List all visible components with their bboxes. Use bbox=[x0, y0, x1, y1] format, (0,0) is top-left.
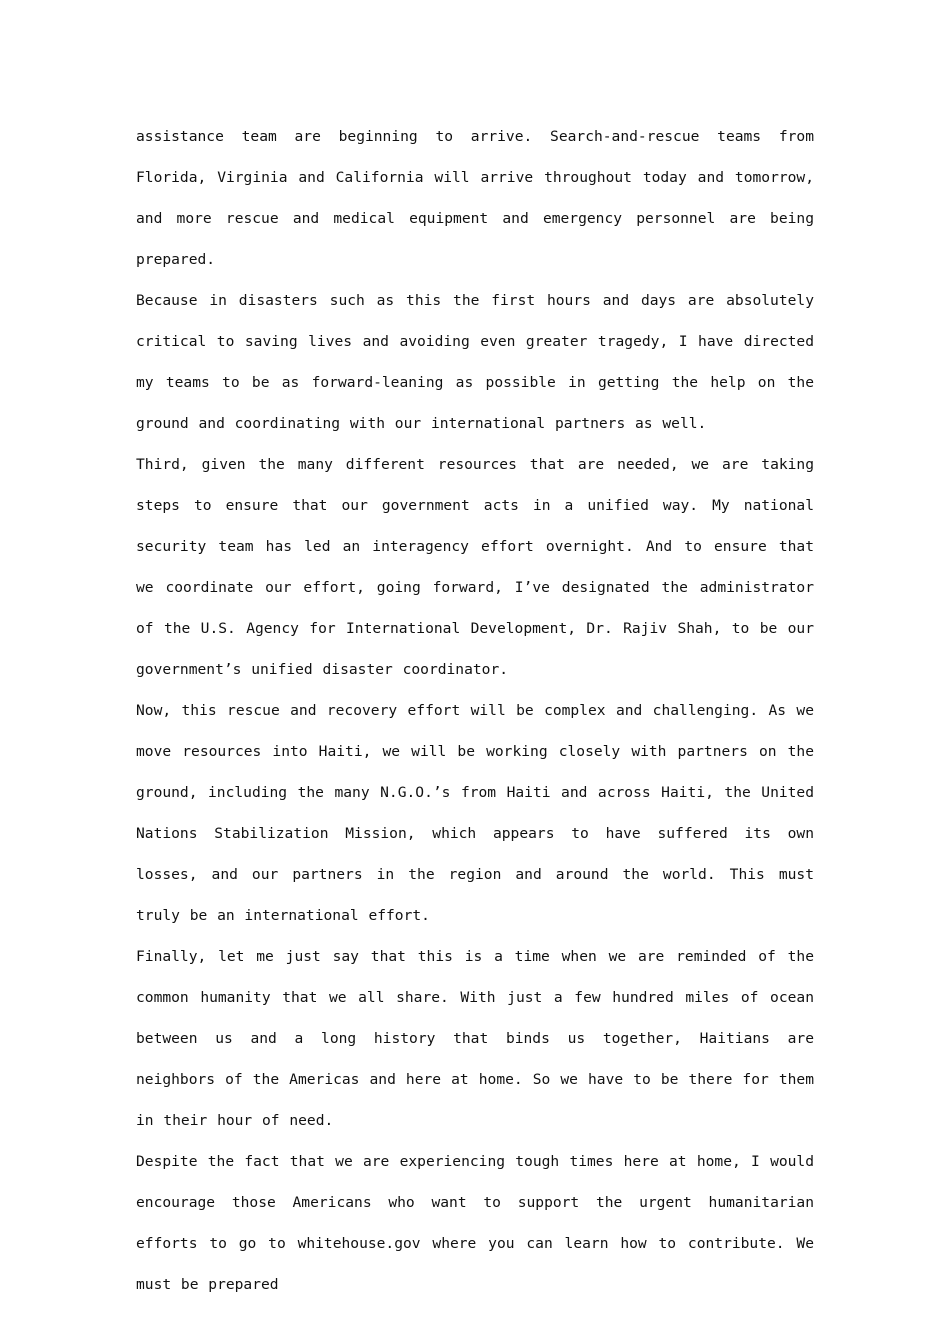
paragraph-unified-government: Third, given the many different resources that are needed, we are taking steps to ensure that our government acts in a unified way. My national security team has led an interagency effort overnight. And to ensure that we coordinate our effort, going forward, I’ve designated the administrator of the U.S. Agency for International Development, Dr. Rajiv Shah, to be our government’s unified disaster coordinator. bbox=[136, 456, 814, 678]
paragraph-assistance-team: assistance team are beginning to arrive. Search-and-rescue teams from Florida, Virginia and California will arrive throughout today and tomorrow, and more rescue and medical equipment and emergency personnel are being prepared. bbox=[136, 128, 814, 268]
document-body bbox=[136, 116, 814, 1305]
paragraph-first-hours: Because in disasters such as this the first hours and days are absolutely critical to saving lives and avoiding even greater tragedy, I have directed my teams to be as forward-leaning as possible in getting the help on the ground and coordinating with our international partners as well. bbox=[136, 292, 814, 432]
paragraph-common-humanity: Finally, let me just say that this is a time when we are reminded of the common humanity that we all share. With just a few hundred miles of ocean between us and a long history that binds us together, Haitians are neighbors of the Americas and here at home. So we have to be there for them in their hour of need. bbox=[136, 948, 814, 1129]
paragraph-contribute: Despite the fact that we are experiencing tough times here at home, I would encourage those Americans who want to support the urgent humanitarian efforts to go to whitehouse.gov where you can learn how to contribute. We must be prepared bbox=[136, 1153, 814, 1293]
paragraph-rescue-recovery: Now, this rescue and recovery effort will be complex and challenging. As we move resources into Haiti, we will be working closely with partners on the ground, including the many N.G.O.’s from Haiti and across Haiti, the United Nations Stabilization Mission, which appears to have suffered its own losses, and our partners in the region and around the world. This must truly be an international effort. bbox=[136, 702, 814, 924]
